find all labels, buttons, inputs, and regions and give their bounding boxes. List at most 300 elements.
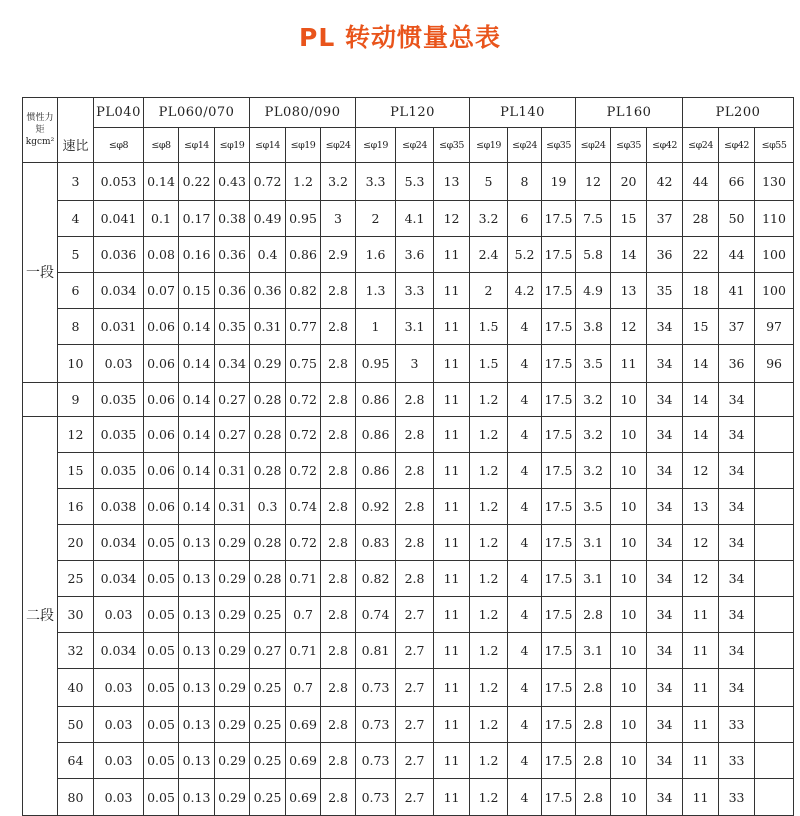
inertia-value-cell: 0.29 [215, 779, 250, 816]
inertia-value-cell: 1.2 [470, 525, 508, 561]
inertia-value-cell: 0.25 [250, 597, 286, 633]
inertia-value-cell: 2.8 [396, 417, 434, 453]
inertia-value-cell: 11 [434, 345, 470, 383]
inertia-value-cell: 34 [719, 525, 755, 561]
inertia-value-cell: 100 [755, 237, 794, 273]
inertia-value-cell: 36 [719, 345, 755, 383]
inertia-value-cell: 11 [434, 597, 470, 633]
inertia-value-cell: 11 [434, 779, 470, 816]
inertia-value-cell: 4 [508, 383, 542, 417]
inertia-value-cell: 11 [611, 345, 647, 383]
inertia-value-cell: 1.2 [470, 669, 508, 707]
inertia-value-cell: 5.2 [508, 237, 542, 273]
inertia-value-cell: 3.2 [576, 417, 611, 453]
ratio-cell: 50 [58, 707, 94, 743]
inertia-value-cell: 0.73 [356, 779, 396, 816]
inertia-value-cell: 1.5 [470, 345, 508, 383]
inertia-value-cell: 15 [683, 309, 719, 345]
inertia-value-cell [755, 633, 794, 669]
table-row [23, 779, 794, 816]
inertia-value-cell: 2.8 [321, 345, 356, 383]
inertia-value-cell: 2.8 [396, 489, 434, 525]
table-row [23, 163, 794, 201]
inertia-value-cell: 2.9 [321, 237, 356, 273]
inertia-value-cell: 3.1 [576, 561, 611, 597]
inertia-value-cell: 0.69 [286, 779, 321, 816]
inertia-value-cell: 11 [434, 489, 470, 525]
inertia-value-cell: 13 [611, 273, 647, 309]
inertia-value-cell: 0.27 [215, 383, 250, 417]
inertia-value-cell: 2.8 [396, 561, 434, 597]
inertia-value-cell: 0.74 [286, 489, 321, 525]
inertia-value-cell: 5.8 [576, 237, 611, 273]
inertia-value-cell: 0.92 [356, 489, 396, 525]
inertia-value-cell: 1 [356, 309, 396, 345]
inertia-value-cell [755, 707, 794, 743]
inertia-value-cell: 0.14 [179, 383, 215, 417]
inertia-value-cell: 1.2 [470, 561, 508, 597]
inertia-value-cell: 11 [434, 669, 470, 707]
inertia-value-cell: 0.43 [215, 163, 250, 201]
table-row [23, 273, 794, 309]
inertia-value-cell: 0.14 [179, 417, 215, 453]
inertia-value-cell: 0.29 [215, 597, 250, 633]
inertia-value-cell: 1.2 [286, 163, 321, 201]
inertia-value-cell: 0.035 [94, 417, 144, 453]
inertia-value-cell: 0.034 [94, 273, 144, 309]
inertia-value-cell: 0.03 [94, 345, 144, 383]
inertia-value-cell: 0.75 [286, 345, 321, 383]
inertia-value-cell: 3.3 [356, 163, 396, 201]
inertia-value-cell: 34 [647, 489, 683, 525]
inertia-value-cell: 19 [542, 163, 576, 201]
inertia-value-cell: 0.72 [286, 525, 321, 561]
inertia-value-cell: 2.8 [321, 633, 356, 669]
corner-header: 惯性力矩kgcm² [23, 98, 58, 163]
inertia-value-cell: 0.25 [250, 779, 286, 816]
inertia-value-cell: 20 [611, 163, 647, 201]
inertia-value-cell: 0.14 [179, 309, 215, 345]
inertia-value-cell: 0.07 [144, 273, 179, 309]
inertia-value-cell: 34 [719, 561, 755, 597]
shaft-header: ≤φ35 [434, 128, 470, 163]
inertia-value-cell: 11 [434, 633, 470, 669]
inertia-value-cell: 2.4 [470, 237, 508, 273]
inertia-value-cell: 0.16 [179, 237, 215, 273]
ratio-cell: 5 [58, 237, 94, 273]
inertia-value-cell: 0.69 [286, 743, 321, 779]
inertia-value-cell: 0.13 [179, 633, 215, 669]
inertia-value-cell: 1.5 [470, 309, 508, 345]
inertia-value-cell: 15 [611, 201, 647, 237]
inertia-value-cell: 2.8 [321, 779, 356, 816]
inertia-value-cell: 14 [683, 345, 719, 383]
inertia-value-cell: 12 [611, 309, 647, 345]
inertia-value-cell: 3.2 [576, 383, 611, 417]
header-row-shafts [23, 128, 794, 163]
shaft-header: ≤φ35 [611, 128, 647, 163]
inertia-value-cell: 0.29 [215, 561, 250, 597]
ratio-cell: 64 [58, 743, 94, 779]
inertia-value-cell: 0.13 [179, 743, 215, 779]
inertia-value-cell: 1.3 [356, 273, 396, 309]
inertia-value-cell: 2.7 [396, 707, 434, 743]
inertia-value-cell: 0.03 [94, 779, 144, 816]
inertia-value-cell: 0.14 [179, 453, 215, 489]
inertia-value-cell: 34 [647, 453, 683, 489]
inertia-value-cell: 1.2 [470, 633, 508, 669]
inertia-value-cell: 17.5 [542, 707, 576, 743]
inertia-value-cell: 11 [683, 669, 719, 707]
inertia-value-cell: 4.9 [576, 273, 611, 309]
inertia-value-cell: 0.06 [144, 383, 179, 417]
inertia-value-cell: 34 [719, 669, 755, 707]
inertia-value-cell: 0.34 [215, 345, 250, 383]
ratio-cell: 20 [58, 525, 94, 561]
ratio-cell: 9 [58, 383, 94, 417]
inertia-value-cell: 1.2 [470, 597, 508, 633]
table-row [23, 669, 794, 707]
inertia-value-cell: 3.2 [321, 163, 356, 201]
inertia-value-cell: 1.2 [470, 743, 508, 779]
table-row [23, 453, 794, 489]
inertia-value-cell: 2.8 [321, 453, 356, 489]
inertia-value-cell: 0.31 [250, 309, 286, 345]
inertia-value-cell: 11 [683, 707, 719, 743]
inertia-value-cell: 0.035 [94, 383, 144, 417]
inertia-value-cell: 0.28 [250, 561, 286, 597]
inertia-value-cell: 0.13 [179, 707, 215, 743]
inertia-value-cell: 44 [719, 237, 755, 273]
ratio-cell: 40 [58, 669, 94, 707]
inertia-value-cell: 7.5 [576, 201, 611, 237]
table-row [23, 417, 794, 453]
table-row [23, 237, 794, 273]
inertia-value-cell: 1.6 [356, 237, 396, 273]
inertia-value-cell: 0.29 [215, 633, 250, 669]
inertia-value-cell: 0.83 [356, 525, 396, 561]
shaft-header: ≤φ19 [470, 128, 508, 163]
inertia-value-cell: 34 [647, 417, 683, 453]
inertia-value-cell: 2.8 [576, 743, 611, 779]
inertia-value-cell: 0.038 [94, 489, 144, 525]
inertia-value-cell: 10 [611, 561, 647, 597]
shaft-header: ≤φ8 [94, 128, 144, 163]
inertia-value-cell: 130 [755, 163, 794, 201]
inertia-value-cell: 4.2 [508, 273, 542, 309]
inertia-value-cell: 0.034 [94, 561, 144, 597]
inertia-value-cell: 4 [508, 525, 542, 561]
inertia-value-cell [755, 453, 794, 489]
inertia-value-cell: 0.28 [250, 383, 286, 417]
inertia-value-cell: 34 [647, 779, 683, 816]
inertia-value-cell: 0.29 [250, 345, 286, 383]
inertia-value-cell: 50 [719, 201, 755, 237]
inertia-value-cell: 4 [508, 633, 542, 669]
inertia-value-cell: 34 [647, 525, 683, 561]
inertia-value-cell: 2.8 [321, 707, 356, 743]
inertia-value-cell: 1.2 [470, 453, 508, 489]
table-row [23, 707, 794, 743]
inertia-value-cell: 4 [508, 561, 542, 597]
model-header: PL040 [94, 98, 144, 128]
inertia-value-cell: 2.8 [576, 669, 611, 707]
inertia-value-cell: 11 [434, 743, 470, 779]
inertia-value-cell: 11 [434, 707, 470, 743]
ratio-cell: 16 [58, 489, 94, 525]
inertia-value-cell: 0.14 [144, 163, 179, 201]
inertia-value-cell: 13 [434, 163, 470, 201]
ratio-cell: 32 [58, 633, 94, 669]
ratio-cell: 8 [58, 309, 94, 345]
inertia-value-cell: 3 [396, 345, 434, 383]
inertia-value-cell: 17.5 [542, 561, 576, 597]
inertia-value-cell: 34 [719, 417, 755, 453]
model-header: PL140 [470, 98, 576, 128]
inertia-value-cell: 0.28 [250, 525, 286, 561]
inertia-value-cell: 2.8 [576, 597, 611, 633]
inertia-value-cell: 11 [683, 597, 719, 633]
table-row [23, 383, 794, 417]
inertia-value-cell: 0.3 [250, 489, 286, 525]
inertia-value-cell: 2.8 [321, 743, 356, 779]
inertia-value-cell: 3.8 [576, 309, 611, 345]
inertia-value-cell: 1.2 [470, 779, 508, 816]
inertia-value-cell: 18 [683, 273, 719, 309]
inertia-value-cell: 6 [508, 201, 542, 237]
inertia-value-cell: 0.035 [94, 453, 144, 489]
inertia-value-cell: 4 [508, 417, 542, 453]
inertia-value-cell: 0.73 [356, 669, 396, 707]
inertia-value-cell: 0.28 [250, 417, 286, 453]
inertia-value-cell: 10 [611, 453, 647, 489]
inertia-value-cell: 2.8 [576, 707, 611, 743]
inertia-value-cell: 0.034 [94, 525, 144, 561]
stage-separator-cell [23, 383, 58, 417]
table-row [23, 345, 794, 383]
inertia-value-cell: 0.29 [215, 525, 250, 561]
inertia-value-cell: 14 [683, 417, 719, 453]
inertia-value-cell: 0.29 [215, 707, 250, 743]
inertia-value-cell: 34 [647, 707, 683, 743]
table-row [23, 633, 794, 669]
inertia-value-cell: 17.5 [542, 779, 576, 816]
inertia-value-cell: 0.03 [94, 669, 144, 707]
inertia-value-cell: 0.29 [215, 743, 250, 779]
table-row [23, 597, 794, 633]
inertia-value-cell: 2.8 [396, 525, 434, 561]
inertia-value-cell: 0.28 [250, 453, 286, 489]
inertia-value-cell: 2.8 [396, 383, 434, 417]
inertia-value-cell: 4 [508, 453, 542, 489]
inertia-value-cell: 11 [434, 273, 470, 309]
inertia-value-cell: 10 [611, 597, 647, 633]
inertia-value-cell: 0.77 [286, 309, 321, 345]
inertia-value-cell: 4 [508, 743, 542, 779]
header-row-models [23, 98, 794, 128]
inertia-value-cell: 0.72 [250, 163, 286, 201]
inertia-value-cell: 17.5 [542, 273, 576, 309]
ratio-header-top [58, 98, 94, 128]
inertia-value-cell: 0.72 [286, 383, 321, 417]
inertia-value-cell: 0.31 [215, 453, 250, 489]
inertia-value-cell: 17.5 [542, 345, 576, 383]
inertia-value-cell: 0.36 [250, 273, 286, 309]
inertia-value-cell: 3.1 [576, 525, 611, 561]
shaft-header: ≤φ19 [286, 128, 321, 163]
inertia-value-cell: 2.8 [321, 273, 356, 309]
inertia-value-cell: 0.036 [94, 237, 144, 273]
inertia-value-cell: 11 [683, 743, 719, 779]
inertia-value-cell: 0.031 [94, 309, 144, 345]
inertia-value-cell: 0.73 [356, 743, 396, 779]
inertia-value-cell: 2.8 [576, 779, 611, 816]
inertia-value-cell: 0.06 [144, 489, 179, 525]
inertia-value-cell: 0.36 [215, 237, 250, 273]
inertia-value-cell [755, 417, 794, 453]
inertia-value-cell: 10 [611, 669, 647, 707]
inertia-value-cell: 2.8 [321, 309, 356, 345]
inertia-value-cell: 0.13 [179, 779, 215, 816]
inertia-value-cell: 0.034 [94, 633, 144, 669]
inertia-value-cell: 8 [508, 163, 542, 201]
ratio-cell: 6 [58, 273, 94, 309]
inertia-value-cell: 1.2 [470, 707, 508, 743]
inertia-value-cell: 13 [683, 489, 719, 525]
inertia-value-cell: 100 [755, 273, 794, 309]
inertia-value-cell: 5.3 [396, 163, 434, 201]
inertia-value-cell: 0.86 [356, 417, 396, 453]
inertia-value-cell: 96 [755, 345, 794, 383]
inertia-value-cell: 11 [434, 383, 470, 417]
inertia-value-cell: 0.15 [179, 273, 215, 309]
model-header: PL160 [576, 98, 683, 128]
inertia-value-cell [755, 779, 794, 816]
inertia-value-cell: 3.1 [396, 309, 434, 345]
inertia-value-cell: 66 [719, 163, 755, 201]
inertia-value-cell: 34 [719, 633, 755, 669]
ratio-cell: 25 [58, 561, 94, 597]
inertia-value-cell: 0.041 [94, 201, 144, 237]
inertia-value-cell: 0.06 [144, 345, 179, 383]
inertia-value-cell: 4 [508, 779, 542, 816]
inertia-value-cell: 37 [719, 309, 755, 345]
inertia-value-cell: 0.053 [94, 163, 144, 201]
inertia-value-cell: 12 [683, 561, 719, 597]
shaft-header: ≤φ8 [144, 128, 179, 163]
inertia-value-cell: 17.5 [542, 525, 576, 561]
inertia-value-cell: 14 [611, 237, 647, 273]
inertia-value-cell: 2 [356, 201, 396, 237]
inertia-value-cell: 3.3 [396, 273, 434, 309]
inertia-value-cell: 0.25 [250, 707, 286, 743]
inertia-value-cell: 36 [647, 237, 683, 273]
inertia-value-cell: 4 [508, 489, 542, 525]
inertia-value-cell: 0.69 [286, 707, 321, 743]
inertia-value-cell: 34 [647, 743, 683, 779]
inertia-value-cell: 0.86 [286, 237, 321, 273]
inertia-value-cell: 35 [647, 273, 683, 309]
table-row [23, 489, 794, 525]
ratio-cell: 80 [58, 779, 94, 816]
inertia-value-cell: 34 [647, 309, 683, 345]
table-row [23, 309, 794, 345]
inertia-value-cell: 2.7 [396, 779, 434, 816]
inertia-value-cell: 33 [719, 707, 755, 743]
inertia-value-cell: 17.5 [542, 383, 576, 417]
inertia-value-cell: 2.8 [321, 669, 356, 707]
ratio-cell: 12 [58, 417, 94, 453]
inertia-value-cell: 0.05 [144, 669, 179, 707]
inertia-value-cell: 0.05 [144, 779, 179, 816]
inertia-value-cell: 2.7 [396, 669, 434, 707]
page-title: PL 转动惯量总表 [299, 23, 501, 52]
inertia-value-cell: 0.05 [144, 707, 179, 743]
inertia-value-cell: 34 [647, 561, 683, 597]
ratio-header: 速比 [58, 128, 94, 163]
table-row [23, 201, 794, 237]
inertia-value-cell: 44 [683, 163, 719, 201]
inertia-value-cell: 2.8 [396, 453, 434, 489]
inertia-value-cell: 0.86 [356, 383, 396, 417]
inertia-value-cell: 11 [434, 309, 470, 345]
shaft-header: ≤φ55 [755, 128, 794, 163]
inertia-value-cell: 0.81 [356, 633, 396, 669]
inertia-value-cell: 3.5 [576, 345, 611, 383]
inertia-value-cell: 2.8 [321, 525, 356, 561]
inertia-value-cell: 12 [683, 453, 719, 489]
inertia-value-cell: 34 [719, 453, 755, 489]
inertia-value-cell: 10 [611, 707, 647, 743]
inertia-value-cell: 10 [611, 743, 647, 779]
inertia-value-cell: 17.5 [542, 669, 576, 707]
inertia-value-cell: 10 [611, 383, 647, 417]
shaft-header: ≤φ24 [396, 128, 434, 163]
inertia-value-cell: 0.36 [215, 273, 250, 309]
inertia-value-cell: 2.7 [396, 743, 434, 779]
inertia-value-cell: 4 [508, 707, 542, 743]
inertia-value-cell: 12 [576, 163, 611, 201]
inertia-value-cell: 4 [508, 345, 542, 383]
stage-one-label: 一段 [23, 163, 58, 383]
inertia-value-cell: 11 [434, 453, 470, 489]
inertia-value-cell: 0.74 [356, 597, 396, 633]
inertia-value-cell: 3 [321, 201, 356, 237]
inertia-value-cell: 17.5 [542, 417, 576, 453]
inertia-value-cell: 11 [434, 417, 470, 453]
inertia-value-cell: 0.29 [215, 669, 250, 707]
inertia-value-cell: 37 [647, 201, 683, 237]
ratio-cell: 10 [58, 345, 94, 383]
inertia-value-cell: 10 [611, 417, 647, 453]
inertia-value-cell: 17.5 [542, 633, 576, 669]
inertia-value-cell: 0.13 [179, 597, 215, 633]
inertia-value-cell: 0.95 [286, 201, 321, 237]
inertia-value-cell: 17.5 [542, 489, 576, 525]
inertia-value-cell: 0.05 [144, 597, 179, 633]
inertia-value-cell: 33 [719, 743, 755, 779]
shaft-header: ≤φ35 [542, 128, 576, 163]
ratio-cell: 15 [58, 453, 94, 489]
inertia-value-cell: 17.5 [542, 237, 576, 273]
inertia-value-cell: 3.1 [576, 633, 611, 669]
model-header: PL120 [356, 98, 470, 128]
inertia-value-cell: 0.05 [144, 525, 179, 561]
inertia-value-cell: 17.5 [542, 597, 576, 633]
inertia-value-cell: 34 [719, 489, 755, 525]
inertia-value-cell: 1.2 [470, 417, 508, 453]
shaft-header: ≤φ14 [179, 128, 215, 163]
